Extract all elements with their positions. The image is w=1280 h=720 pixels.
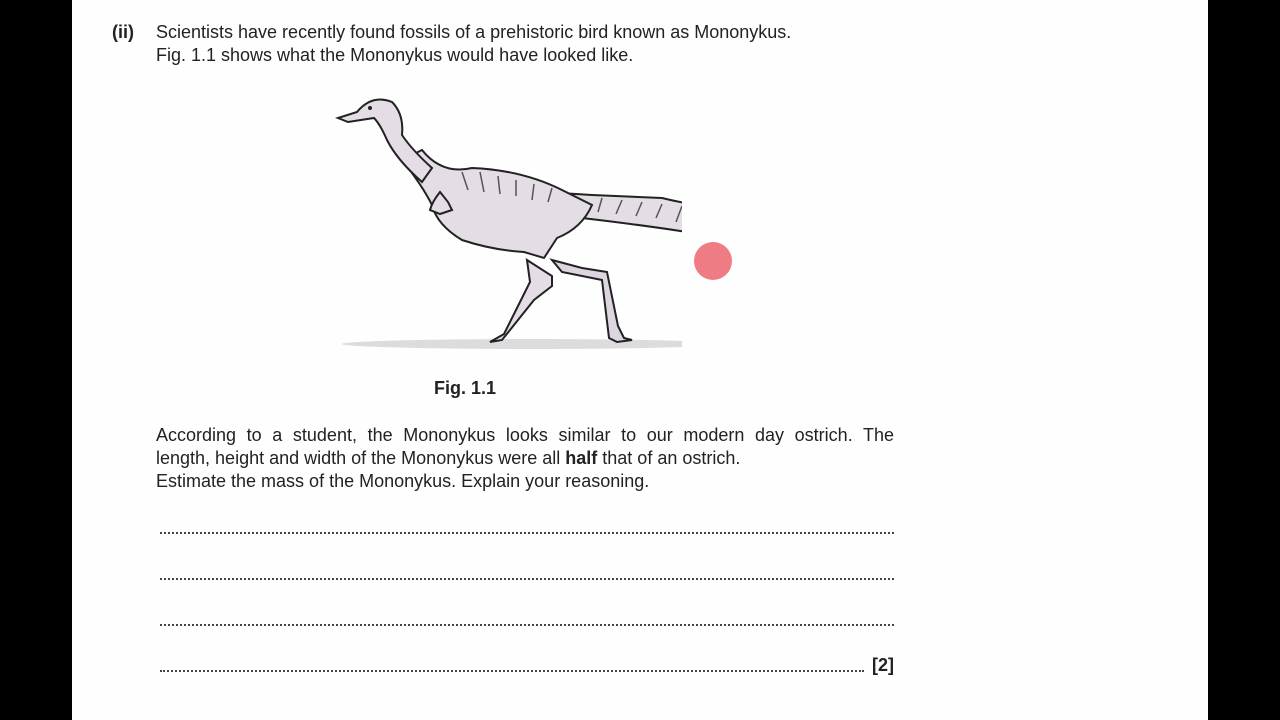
answer-line-1[interactable] [160,516,894,534]
figure-caption: Fig. 1.1 [434,378,497,398]
emphasis-half: half [565,448,598,468]
question-body-line-2 [156,447,894,470]
mononykus-illustration [262,90,682,360]
question-body-line-1: According to a student, the Mononykus looks similar to our modern day ostrich. The [156,425,894,445]
answer-line-4[interactable] [160,654,894,675]
question-intro-line-1: Scientists have recently found fossils of a prehistoric bird known as Mononykus. [156,22,792,42]
question-body [156,424,894,493]
question-number: (ii) [112,22,134,42]
exam-page [72,0,1208,720]
marks-label: [2] [872,655,894,675]
cursor-pointer-indicator [694,242,732,280]
answer-line-3[interactable] [160,608,894,626]
question-body-line-2-end: that of an ostrich. [597,448,741,468]
question-body-line-2-start: length, height and width of the Mononykus were all [156,448,566,468]
question-intro-line-2: Fig. 1.1 shows what the Mononykus would have looked like. [156,45,634,65]
answer-line-2[interactable] [160,562,894,580]
question-body-line-3: Estimate the mass of the Mononykus. Explain your reasoning. [156,471,650,491]
